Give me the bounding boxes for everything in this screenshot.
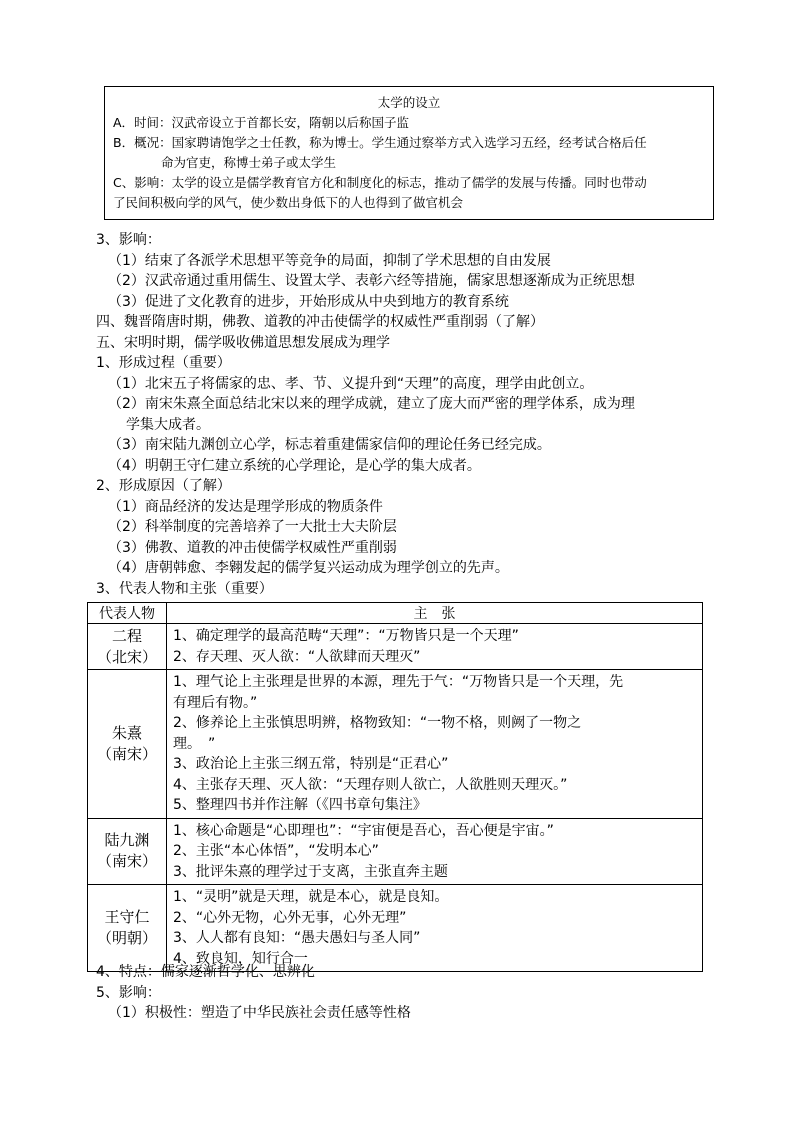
formation-item: （4）明朝王守仁建立系统的心学理论，是心学的集大成者。 xyxy=(108,457,481,474)
figure-name: 陆九渊 xyxy=(104,831,150,850)
section3-item: （2）汉武帝通过重用儒生、设置太学、表彰六经等措施，儒家思想逐渐成为正统思想 xyxy=(108,273,635,289)
taixue-box xyxy=(104,86,714,220)
table-row xyxy=(88,818,703,885)
figure-cell xyxy=(88,670,167,819)
claim-line: 4、主张存天理、灭人欲：“天理存则人欲亡，人欲胜则天理灭。” xyxy=(173,776,568,793)
influence-heading: 5、影响： xyxy=(96,984,161,1001)
reasons-item: （2）科举制度的完善培养了一大批士大夫阶层 xyxy=(108,519,397,535)
figure-dynasty: （南宋） xyxy=(96,744,157,763)
claim-line: 2、主张“本心体悟”，“发明本心” xyxy=(173,843,379,859)
formation-item: （2）南宋朱熹全面总结北宋以来的理学成就，建立了庞大而严密的理学体系，成为理 xyxy=(108,396,635,412)
claim-line: 3、批评朱熹的理学过于支离，主张直奔主题 xyxy=(173,863,448,880)
reasons-item: （3）佛教、道教的冲击使儒学权威性严重削弱 xyxy=(108,539,397,556)
section3-block xyxy=(96,230,635,599)
formation-item: （1）北宋五子将儒家的忠、孝、节、义提升到“天理”的高度，理学由此创立。 xyxy=(108,375,594,392)
figure-cell xyxy=(88,885,167,972)
claim-line: 1、确定理学的最高范畴“天理”：“万物皆只是一个天理” xyxy=(173,628,519,644)
section3-item: （1）结束了各派学术思想平等竞争的局面，抑制了学术思想的自由发展 xyxy=(108,252,551,269)
box-item-influence-cont: 了民间积极向学的风气，使少数出身低下的人也得到了做官机会 xyxy=(113,195,464,210)
box-title: 太学的设立 xyxy=(377,95,441,110)
box-item-time: A．时间：汉武帝设立于首都长安，隋朝以后称国子监 xyxy=(113,115,410,130)
table-row xyxy=(88,670,703,819)
section4-heading: 四、魏晋隋唐时期，佛教、道教的冲击使儒学的权威性严重削弱（了解） xyxy=(96,314,544,330)
figures-heading: 3、代表人物和主张（重要） xyxy=(96,580,273,597)
figure-dynasty: （南宋） xyxy=(96,852,157,871)
figure-dynasty: （北宋） xyxy=(96,647,157,666)
figure-name: 朱熹 xyxy=(111,723,142,742)
claim-cell xyxy=(167,885,703,972)
reasons-item: （1）商品经济的发达是理学形成的物质条件 xyxy=(108,498,383,515)
figure-cell xyxy=(88,624,167,670)
claim-line: 1、理气论上主张理是世界的本源，理先于气：“万物皆只是一个天理，先 xyxy=(173,674,624,690)
claim-line: 2、修养论上主张慎思明辨，格物致知：“一物不格，则阙了一物之 xyxy=(173,715,582,731)
box-item-overview-cont: 命为官吏，称博士弟子或太学生 xyxy=(161,155,337,170)
section3-heading: 3、影响： xyxy=(96,232,161,248)
section3-item: （3）促进了文化教育的进步，开始形成从中央到地方的教育系统 xyxy=(108,293,509,310)
claim-line: 1、“灵明”就是天理，就是本心，就是良知。 xyxy=(173,889,449,905)
claim-line: 2、存天理、灭人欲：“人欲肆而天理灭” xyxy=(173,648,421,665)
claim-line: 4、致良知，知行合一 xyxy=(173,950,308,967)
box-item-overview: B．概况：国家聘请饱学之士任教，称为博士。学生通过察举方式入选学习五经，经考试合格后任 xyxy=(113,135,647,150)
formation-item-cont: 学集大成者。 xyxy=(126,416,210,433)
table-header-figure: 代表人物 xyxy=(88,603,167,624)
influence-item: （1）积极性：塑造了中华民族社会责任感等性格 xyxy=(108,1005,411,1021)
reasons-item: （4）唐朝韩愈、李翱发起的儒学复兴运动成为理学创立的先声。 xyxy=(108,560,509,576)
claim-line: 理。 ” xyxy=(173,735,216,752)
table-row xyxy=(88,624,703,670)
table-header-claim: 主 张 xyxy=(167,603,703,624)
claim-line: 3、人人都有良知：“愚夫愚妇与圣人同” xyxy=(173,930,421,946)
tail-block xyxy=(96,962,411,1024)
features-line: 4、特点：儒家逐渐哲学化、思辨化 xyxy=(96,964,315,980)
table-row xyxy=(88,885,703,972)
figure-name: 二程 xyxy=(111,626,142,645)
figure-cell xyxy=(88,818,167,885)
reasons-heading: 2、形成原因（了解） xyxy=(96,478,231,494)
figure-dynasty: （明朝） xyxy=(96,929,157,947)
claim-cell xyxy=(167,670,703,819)
figure-name: 王守仁 xyxy=(104,908,150,926)
table-header-row xyxy=(88,603,703,624)
claim-cell xyxy=(167,818,703,885)
claim-line: 5、整理四书并作注解（《四书章句集注》 xyxy=(173,797,427,813)
formation-item: （3）南宋陆九渊创立心学，标志着重建儒家信仰的理论任务已经完成。 xyxy=(108,437,551,453)
claim-line: 3、政治论上主张三纲五常，特别是“正君心” xyxy=(173,756,449,772)
section5-heading: 五、宋明时期，儒学吸收佛道思想发展成为理学 xyxy=(96,334,390,351)
claim-cell xyxy=(167,624,703,670)
claim-line: 2、“心外无物，心外无事，心外无理” xyxy=(173,909,407,926)
figures-table xyxy=(87,602,703,972)
claim-line: 1、核心命题是“心即理也”：“宇宙便是吾心，吾心便是宇宙。” xyxy=(173,822,554,839)
claim-line: 有理后有物。” xyxy=(173,694,258,711)
formation-heading: 1、形成过程（重要） xyxy=(96,355,231,371)
box-item-influence: C、影响：太学的设立是儒学教育官方化和制度化的标志，推动了儒学的发展与传播。同时也带动 xyxy=(113,175,647,190)
